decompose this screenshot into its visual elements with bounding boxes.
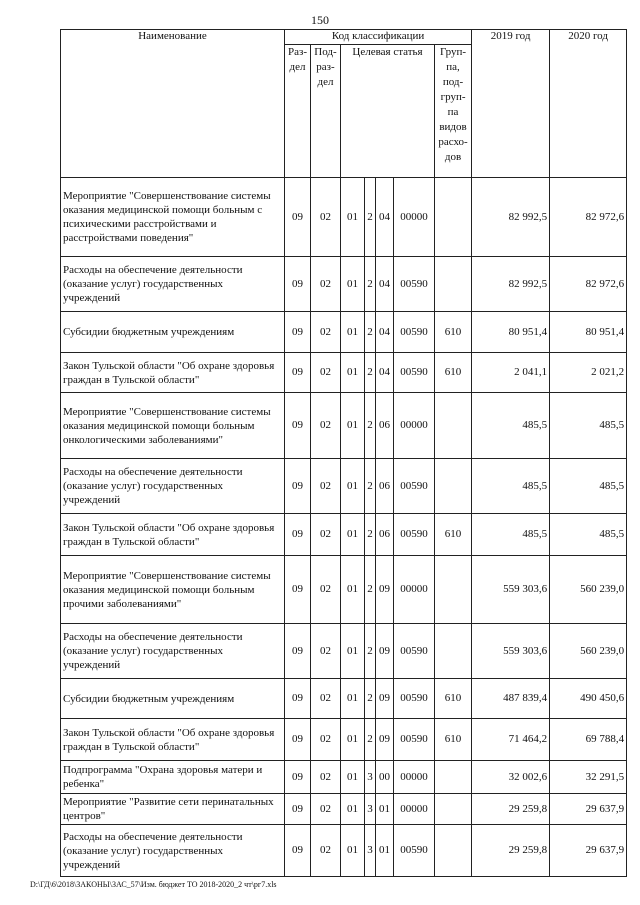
row-razdel: 09 — [285, 257, 311, 312]
row-2019: 559 303,6 — [472, 556, 550, 624]
row-program: 01 — [341, 353, 365, 393]
row-event: 04 — [376, 353, 394, 393]
row-direction: 00590 — [394, 719, 435, 761]
row-podrazdel: 02 — [311, 257, 341, 312]
row-event: 09 — [376, 556, 394, 624]
row-2019: 487 839,4 — [472, 679, 550, 719]
row-expense-group: 610 — [435, 312, 472, 353]
row-subprogram: 2 — [365, 459, 376, 514]
row-2019: 485,5 — [472, 459, 550, 514]
row-program: 01 — [341, 514, 365, 556]
row-expense-group: 610 — [435, 719, 472, 761]
row-direction: 00590 — [394, 679, 435, 719]
row-event: 06 — [376, 393, 394, 459]
row-2019: 29 259,8 — [472, 825, 550, 877]
row-2020: 485,5 — [550, 459, 627, 514]
row-razdel: 09 — [285, 514, 311, 556]
row-event: 00 — [376, 761, 394, 794]
row-event: 06 — [376, 459, 394, 514]
row-subprogram: 3 — [365, 825, 376, 877]
row-2019: 559 303,6 — [472, 624, 550, 679]
row-2019: 82 992,5 — [472, 257, 550, 312]
table-row — [61, 514, 627, 556]
table-row — [61, 719, 627, 761]
row-subprogram: 2 — [365, 178, 376, 257]
row-subprogram: 2 — [365, 679, 376, 719]
row-direction: 00590 — [394, 353, 435, 393]
row-subprogram: 2 — [365, 393, 376, 459]
row-name: Субсидии бюджетным учреждениям — [61, 679, 285, 719]
row-direction: 00000 — [394, 178, 435, 257]
row-podrazdel: 02 — [311, 794, 341, 825]
row-2020: 32 291,5 — [550, 761, 627, 794]
row-podrazdel: 02 — [311, 719, 341, 761]
row-2020: 29 637,9 — [550, 794, 627, 825]
row-podrazdel: 02 — [311, 459, 341, 514]
row-direction: 00000 — [394, 393, 435, 459]
table-row — [61, 459, 627, 514]
row-direction: 00590 — [394, 825, 435, 877]
row-2020: 29 637,9 — [550, 825, 627, 877]
row-expense-group — [435, 556, 472, 624]
header-podrazdel: Под- раз- дел — [311, 45, 341, 178]
row-direction: 00590 — [394, 459, 435, 514]
header-code: Код классификации — [285, 30, 472, 45]
row-2019: 2 041,1 — [472, 353, 550, 393]
row-name: Подпрограмма "Охрана здоровья матери и ребенка" — [61, 761, 285, 794]
row-expense-group — [435, 459, 472, 514]
page-number: 150 — [311, 13, 329, 27]
row-name: Мероприятие "Совершенствование системы оказания медицинской помощи больным онкологическими заболеваниями" — [61, 393, 285, 459]
row-subprogram: 2 — [365, 719, 376, 761]
row-subprogram: 2 — [365, 514, 376, 556]
row-program: 01 — [341, 459, 365, 514]
row-podrazdel: 02 — [311, 556, 341, 624]
row-2020: 560 239,0 — [550, 624, 627, 679]
header-gruppa: Груп- па, под- груп- па видов расхо- дов — [435, 45, 472, 178]
row-podrazdel: 02 — [311, 312, 341, 353]
row-expense-group — [435, 257, 472, 312]
row-name: Субсидии бюджетным учреждениям — [61, 312, 285, 353]
row-event: 09 — [376, 624, 394, 679]
row-razdel: 09 — [285, 719, 311, 761]
row-name: Закон Тульской области "Об охране здоровья граждан в Тульской области" — [61, 719, 285, 761]
row-direction: 00590 — [394, 514, 435, 556]
row-razdel: 09 — [285, 556, 311, 624]
row-razdel: 09 — [285, 312, 311, 353]
row-razdel: 09 — [285, 178, 311, 257]
row-2020: 82 972,6 — [550, 178, 627, 257]
row-event: 04 — [376, 257, 394, 312]
row-program: 01 — [341, 624, 365, 679]
row-razdel: 09 — [285, 459, 311, 514]
table-row — [61, 556, 627, 624]
row-program: 01 — [341, 794, 365, 825]
row-2019: 71 464,2 — [472, 719, 550, 761]
row-name: Мероприятие "Совершенствование системы оказания медицинской помощи больным прочими заболеваниями" — [61, 556, 285, 624]
row-podrazdel: 02 — [311, 624, 341, 679]
row-2020: 560 239,0 — [550, 556, 627, 624]
row-podrazdel: 02 — [311, 761, 341, 794]
row-2020: 485,5 — [550, 393, 627, 459]
row-event: 01 — [376, 794, 394, 825]
table-row — [61, 794, 627, 825]
row-2019: 80 951,4 — [472, 312, 550, 353]
row-name: Расходы на обеспечение деятельности (оказание услуг) государственных учреждений — [61, 624, 285, 679]
row-expense-group: 610 — [435, 514, 472, 556]
row-expense-group — [435, 794, 472, 825]
row-program: 01 — [341, 761, 365, 794]
row-direction: 00000 — [394, 761, 435, 794]
row-program: 01 — [341, 312, 365, 353]
row-event: 01 — [376, 825, 394, 877]
row-name: Закон Тульской области "Об охране здоровья граждан в Тульской области" — [61, 514, 285, 556]
row-direction: 00590 — [394, 257, 435, 312]
row-2019: 485,5 — [472, 514, 550, 556]
row-subprogram: 2 — [365, 257, 376, 312]
header-razdel: Раз- дел — [285, 45, 311, 178]
row-2019: 485,5 — [472, 393, 550, 459]
row-expense-group — [435, 761, 472, 794]
row-expense-group — [435, 178, 472, 257]
row-subprogram: 2 — [365, 312, 376, 353]
row-podrazdel: 02 — [311, 393, 341, 459]
row-name: Расходы на обеспечение деятельности (оказание услуг) государственных учреждений — [61, 257, 285, 312]
row-name: Закон Тульской области "Об охране здоровья граждан в Тульской области" — [61, 353, 285, 393]
row-subprogram: 2 — [365, 353, 376, 393]
table-row — [61, 393, 627, 459]
row-program: 01 — [341, 719, 365, 761]
row-expense-group — [435, 624, 472, 679]
row-razdel: 09 — [285, 825, 311, 877]
header-tselevaya: Целевая статья — [341, 45, 435, 178]
row-program: 01 — [341, 257, 365, 312]
row-razdel: 09 — [285, 794, 311, 825]
row-subprogram: 3 — [365, 761, 376, 794]
table-row — [61, 257, 627, 312]
header-2020: 2020 год — [550, 30, 627, 178]
row-razdel: 09 — [285, 393, 311, 459]
row-event: 09 — [376, 719, 394, 761]
row-podrazdel: 02 — [311, 825, 341, 877]
row-2019: 82 992,5 — [472, 178, 550, 257]
row-2019: 29 259,8 — [472, 794, 550, 825]
row-event: 09 — [376, 679, 394, 719]
row-razdel: 09 — [285, 761, 311, 794]
row-2020: 485,5 — [550, 514, 627, 556]
row-name: Расходы на обеспечение деятельности (оказание услуг) государственных учреждений — [61, 825, 285, 877]
row-razdel: 09 — [285, 353, 311, 393]
table-row — [61, 825, 627, 877]
row-event: 06 — [376, 514, 394, 556]
row-name: Мероприятие "Развитие сети перинатальных центров" — [61, 794, 285, 825]
budget-table — [60, 29, 627, 877]
header-2019: 2019 год — [472, 30, 550, 178]
table-row — [61, 679, 627, 719]
row-2019: 32 002,6 — [472, 761, 550, 794]
row-direction: 00590 — [394, 624, 435, 679]
row-podrazdel: 02 — [311, 178, 341, 257]
row-direction: 00000 — [394, 794, 435, 825]
row-event: 04 — [376, 178, 394, 257]
row-2020: 82 972,6 — [550, 257, 627, 312]
row-program: 01 — [341, 556, 365, 624]
row-event: 04 — [376, 312, 394, 353]
row-expense-group — [435, 393, 472, 459]
table-row — [61, 178, 627, 257]
row-razdel: 09 — [285, 624, 311, 679]
row-name: Мероприятие "Совершенствование системы оказания медицинской помощи больным с психическими расстройствами и расстройствами поведения" — [61, 178, 285, 257]
header-name: Наименование — [61, 30, 285, 178]
row-2020: 69 788,4 — [550, 719, 627, 761]
row-subprogram: 2 — [365, 624, 376, 679]
row-program: 01 — [341, 393, 365, 459]
row-subprogram: 2 — [365, 556, 376, 624]
row-razdel: 09 — [285, 679, 311, 719]
table-row — [61, 312, 627, 353]
row-subprogram: 3 — [365, 794, 376, 825]
row-2020: 80 951,4 — [550, 312, 627, 353]
table-row — [61, 624, 627, 679]
row-expense-group: 610 — [435, 679, 472, 719]
row-program: 01 — [341, 679, 365, 719]
row-2020: 490 450,6 — [550, 679, 627, 719]
table-row — [61, 353, 627, 393]
table-row — [61, 761, 627, 794]
row-name: Расходы на обеспечение деятельности (оказание услуг) государственных учреждений — [61, 459, 285, 514]
row-expense-group: 610 — [435, 353, 472, 393]
row-expense-group — [435, 825, 472, 877]
row-2020: 2 021,2 — [550, 353, 627, 393]
row-podrazdel: 02 — [311, 353, 341, 393]
row-program: 01 — [341, 178, 365, 257]
row-podrazdel: 02 — [311, 679, 341, 719]
row-program: 01 — [341, 825, 365, 877]
row-podrazdel: 02 — [311, 514, 341, 556]
file-path-footer: D:\ГД\6\2018\ЗАКОНЫ\ЗАС_57\Изм. бюджет ТО 2018-2020_2 чт\рг7.xls — [30, 880, 277, 889]
row-direction: 00000 — [394, 556, 435, 624]
row-direction: 00590 — [394, 312, 435, 353]
